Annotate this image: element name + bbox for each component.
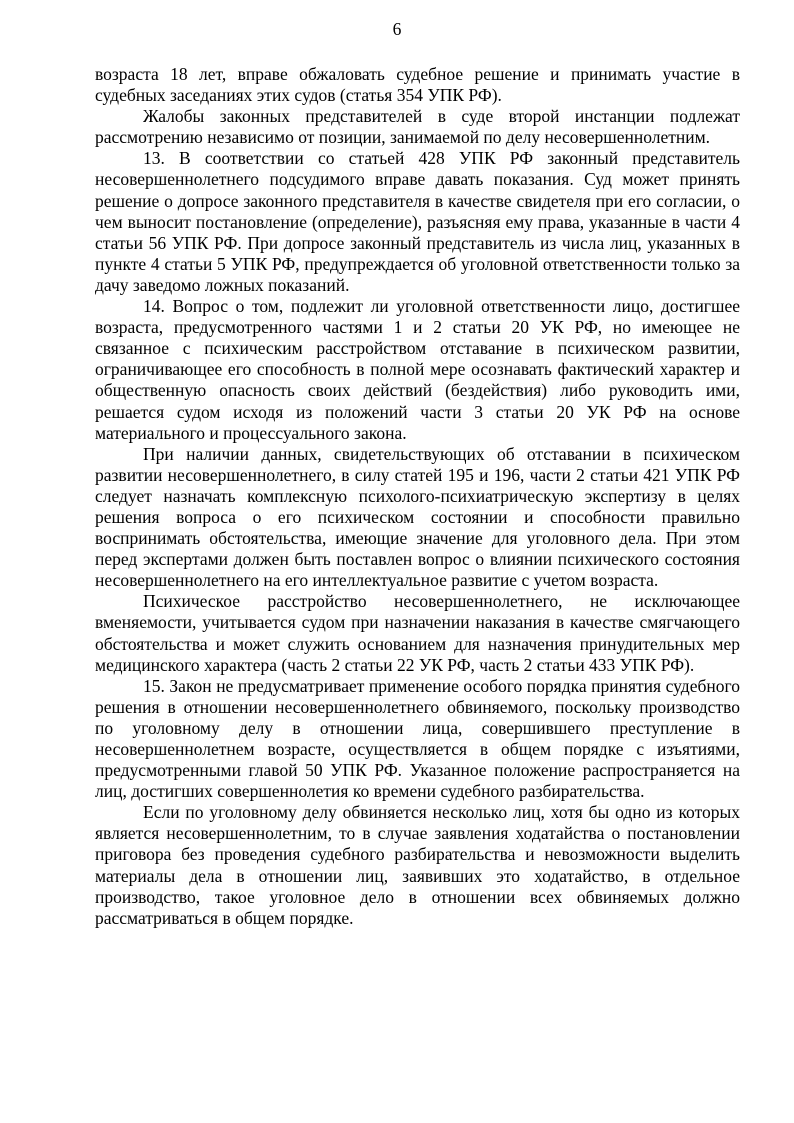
paragraph: Жалобы законных представителей в суде второй инстанции подлежат рассмотрению независимо от позиции, занимаемой по делу несовершеннолетним. — [95, 106, 740, 148]
paragraph: Психическое расстройство несовершеннолетнего, не исключающее вменяемости, учитывается судом при назначении наказания в качестве смягчающего обстоятельства и может служить основанием для назначения принудительных мер медицинского характера (часть 2 статьи 22 УК РФ, часть 2 статьи 433 УПК РФ). — [95, 591, 740, 675]
document-body — [95, 64, 740, 929]
paragraph: Если по уголовному делу обвиняется несколько лиц, хотя бы одно из которых является несовершеннолетним, то в случае заявления ходатайства о постановлении приговора без проведения судебного разбирательства и невозможности выделить материалы дела в отношении лиц, заявивших это ходатайство, в отдельное производство, такое уголовное дело в отношении всех обвиняемых должно рассматриваться в общем порядке. — [95, 802, 740, 928]
paragraph: возраста 18 лет, вправе обжаловать судебное решение и принимать участие в судебных заседаниях этих судов (статья 354 УПК РФ). — [95, 64, 740, 106]
page-number: 6 — [392, 19, 402, 39]
paragraph-item-15: 15. Закон не предусматривает применение особого порядка принятия судебного решения в отношении несовершеннолетнего обвиняемого, поскольку производство по уголовному делу в отношении лица, совершившего преступление в несовершеннолетнем возрасте, осуществляется в общем порядке с изъятиями, предусмотренными главой 50 УПК РФ. Указанное положение распространяется на лиц, достигших совершеннолетия ко времени судебного разбирательства. — [95, 675, 740, 802]
paragraph-item-13: 13. В соответствии со статьей 428 УПК РФ законный представитель несовершеннолетнего подсудимого вправе давать показания. Суд может принять решение о допросе законного представителя в качестве свидетеля при его согласии, о чем выносит постановление (определение), разъясняя ему права, указанные в части 4 статьи 56 УПК РФ. При допросе законный представитель из числа лиц, указанных в пункте 4 статьи 5 УПК РФ, предупреждается об уголовной ответственности только за дачу заведомо ложных показаний. — [95, 148, 740, 295]
paragraph-item-14: 14. Вопрос о том, подлежит ли уголовной ответственности лицо, достигшее возраста, предусмотренного частями 1 и 2 статьи 20 УК РФ, но имеющее не связанное с психическим расстройством отставание в психическом развитии, ограничивающее его способность в полной мере осознавать фактический характер и общественную опасность своих действий (бездействия) либо руководить ими, решается судом исходя из положений части 3 статьи 20 УК РФ на основе материального и процессуального закона. — [95, 296, 740, 443]
paragraph: При наличии данных, свидетельствующих об отставании в психическом развитии несовершеннолетнего, в силу статей 195 и 196, части 2 статьи 421 УПК РФ следует назначать комплексную психолого-психиатрическую экспертизу в целях решения вопроса о его психическом состоянии и способности правильно воспринимать обстоятельства, имеющие значение для уголовного дела. При этом перед экспертами должен быть поставлен вопрос о влиянии психического состояния несовершеннолетнего на его интеллектуальное развитие с учетом возраста. — [95, 443, 740, 591]
